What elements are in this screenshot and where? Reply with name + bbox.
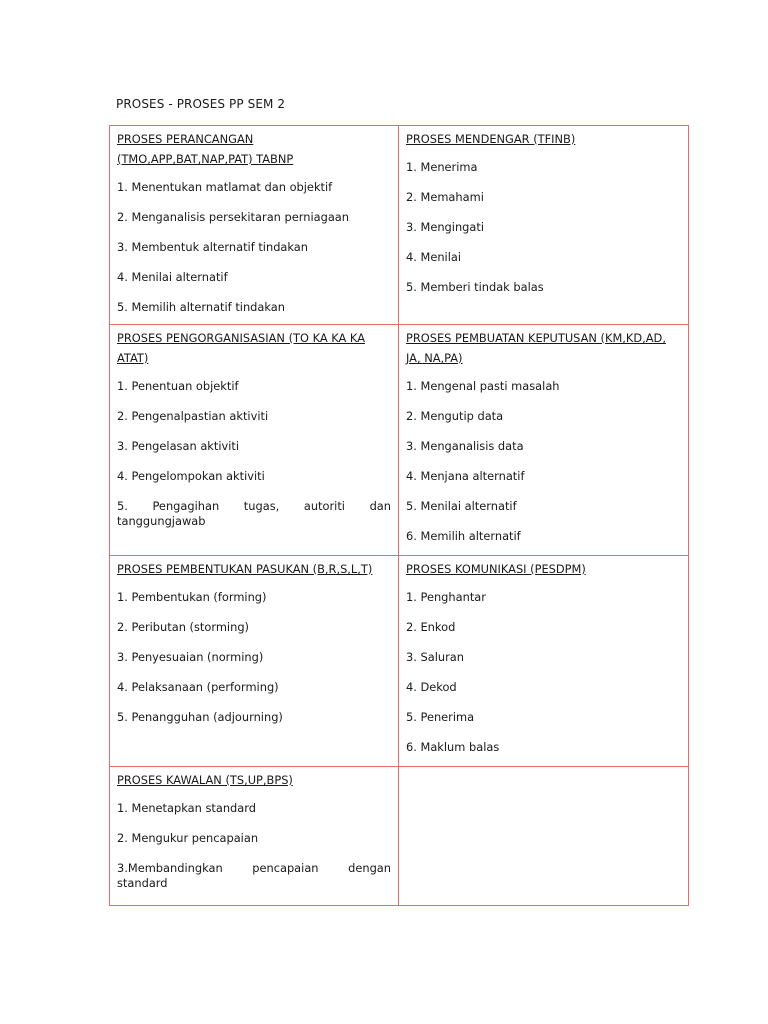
list-item: 6. Memilih alternatif — [406, 529, 521, 543]
list-item: 5. Penerima — [406, 710, 475, 724]
heading-line: PROSES KOMUNIKASI (PESDPM) — [406, 562, 586, 576]
list-item: 3. Membentuk alternatif tindakan — [117, 240, 308, 254]
cell-heading — [117, 769, 391, 790]
cell-heading — [117, 327, 391, 368]
list-item: 4. Pelaksanaan (performing) — [117, 680, 279, 694]
list-item: 5. Penangguhan (adjourning) — [117, 710, 283, 724]
process-table — [109, 125, 689, 906]
list-item — [117, 846, 391, 891]
list-item: 1. Penghantar — [406, 590, 486, 604]
item-line: 3.Membandingkan pencapaian dengan — [117, 861, 391, 875]
list-item: 2. Enkod — [406, 620, 456, 634]
list-item: 2. Mengukur pencapaian — [117, 831, 259, 845]
cell-proses-mendengar — [399, 126, 689, 325]
heading-line: PROSES PEMBENTUKAN PASUKAN (B,R,S,L,T) — [117, 562, 373, 576]
list-item: 4. Pengelompokan aktiviti — [117, 469, 265, 483]
list-item: 4. Dekod — [406, 680, 457, 694]
empty-cell — [399, 767, 689, 906]
list-item: 2. Pengenalpastian aktiviti — [117, 409, 269, 423]
list-item: 1. Menerima — [406, 160, 478, 174]
heading-line: (TMO,APP,BAT,NAP,PAT) TABNP — [117, 152, 294, 166]
list-item: 1. Pembentukan (forming) — [117, 590, 267, 604]
cell-heading — [117, 128, 391, 169]
document-title: PROSES - PROSES PP SEM 2 — [116, 97, 286, 111]
list-item: 4. Menilai alternatif — [117, 270, 228, 284]
cell-heading — [406, 558, 681, 579]
list-item: 3. Penyesuaian (norming) — [117, 650, 264, 664]
heading-line: ATAT) — [117, 351, 149, 365]
list-item: 5. Menilai alternatif — [406, 499, 517, 513]
cell-proses-komunikasi — [399, 556, 689, 767]
list-item: 4. Menjana alternatif — [406, 469, 525, 483]
list-item: 3. Pengelasan aktiviti — [117, 439, 240, 453]
cell-proses-kawalan — [110, 767, 399, 906]
list-item: 3. Mengingati — [406, 220, 484, 234]
list-item — [117, 484, 391, 529]
cell-heading — [406, 327, 681, 368]
table-row — [110, 556, 689, 767]
cell-proses-pembentukan-pasukan — [110, 556, 399, 767]
cell-heading — [406, 128, 681, 149]
list-item: 5. Memilih alternatif tindakan — [117, 300, 285, 314]
list-item: 1. Mengenal pasti masalah — [406, 379, 560, 393]
list-item: 2. Memahami — [406, 190, 484, 204]
heading-line: PROSES PERANCANGAN — [117, 132, 254, 146]
list-item: 1. Penentuan objektif — [117, 379, 239, 393]
cell-proses-pembuatan-keputusan — [399, 325, 689, 556]
list-item: 2. Peributan (storming) — [117, 620, 249, 634]
list-item: 1. Menetapkan standard — [117, 801, 256, 815]
cell-heading — [117, 558, 391, 579]
heading-line: PROSES KAWALAN (TS,UP,BPS) — [117, 773, 293, 787]
list-item: 6. Maklum balas — [406, 740, 500, 754]
list-item: 2. Menganalisis persekitaran perniagaan — [117, 210, 350, 224]
item-line: tanggungjawab — [117, 514, 206, 528]
table-row — [110, 325, 689, 556]
cell-proses-pengorganisasian — [110, 325, 399, 556]
table-row — [110, 126, 689, 325]
heading-line: PROSES MENDENGAR (TFINB) — [406, 132, 576, 146]
table-row — [110, 767, 689, 906]
list-item: 3. Menganalisis data — [406, 439, 524, 453]
list-item: 1. Menentukan matlamat dan objektif — [117, 180, 333, 194]
heading-line: JA, NA,PA) — [406, 351, 463, 365]
list-item: 5. Memberi tindak balas — [406, 280, 544, 294]
list-item: 4. Menilai — [406, 250, 462, 264]
list-item: 2. Mengutip data — [406, 409, 504, 423]
heading-line: PROSES PENGORGANISASIAN (TO KA KA KA — [117, 331, 365, 345]
item-line: standard — [117, 876, 168, 890]
heading-line: PROSES PEMBUATAN KEPUTUSAN (KM,KD,AD, — [406, 331, 666, 345]
cell-proses-perancangan — [110, 126, 399, 325]
list-item: 3. Saluran — [406, 650, 464, 664]
item-line: 5. Pengagihan tugas, autoriti dan — [117, 499, 391, 513]
